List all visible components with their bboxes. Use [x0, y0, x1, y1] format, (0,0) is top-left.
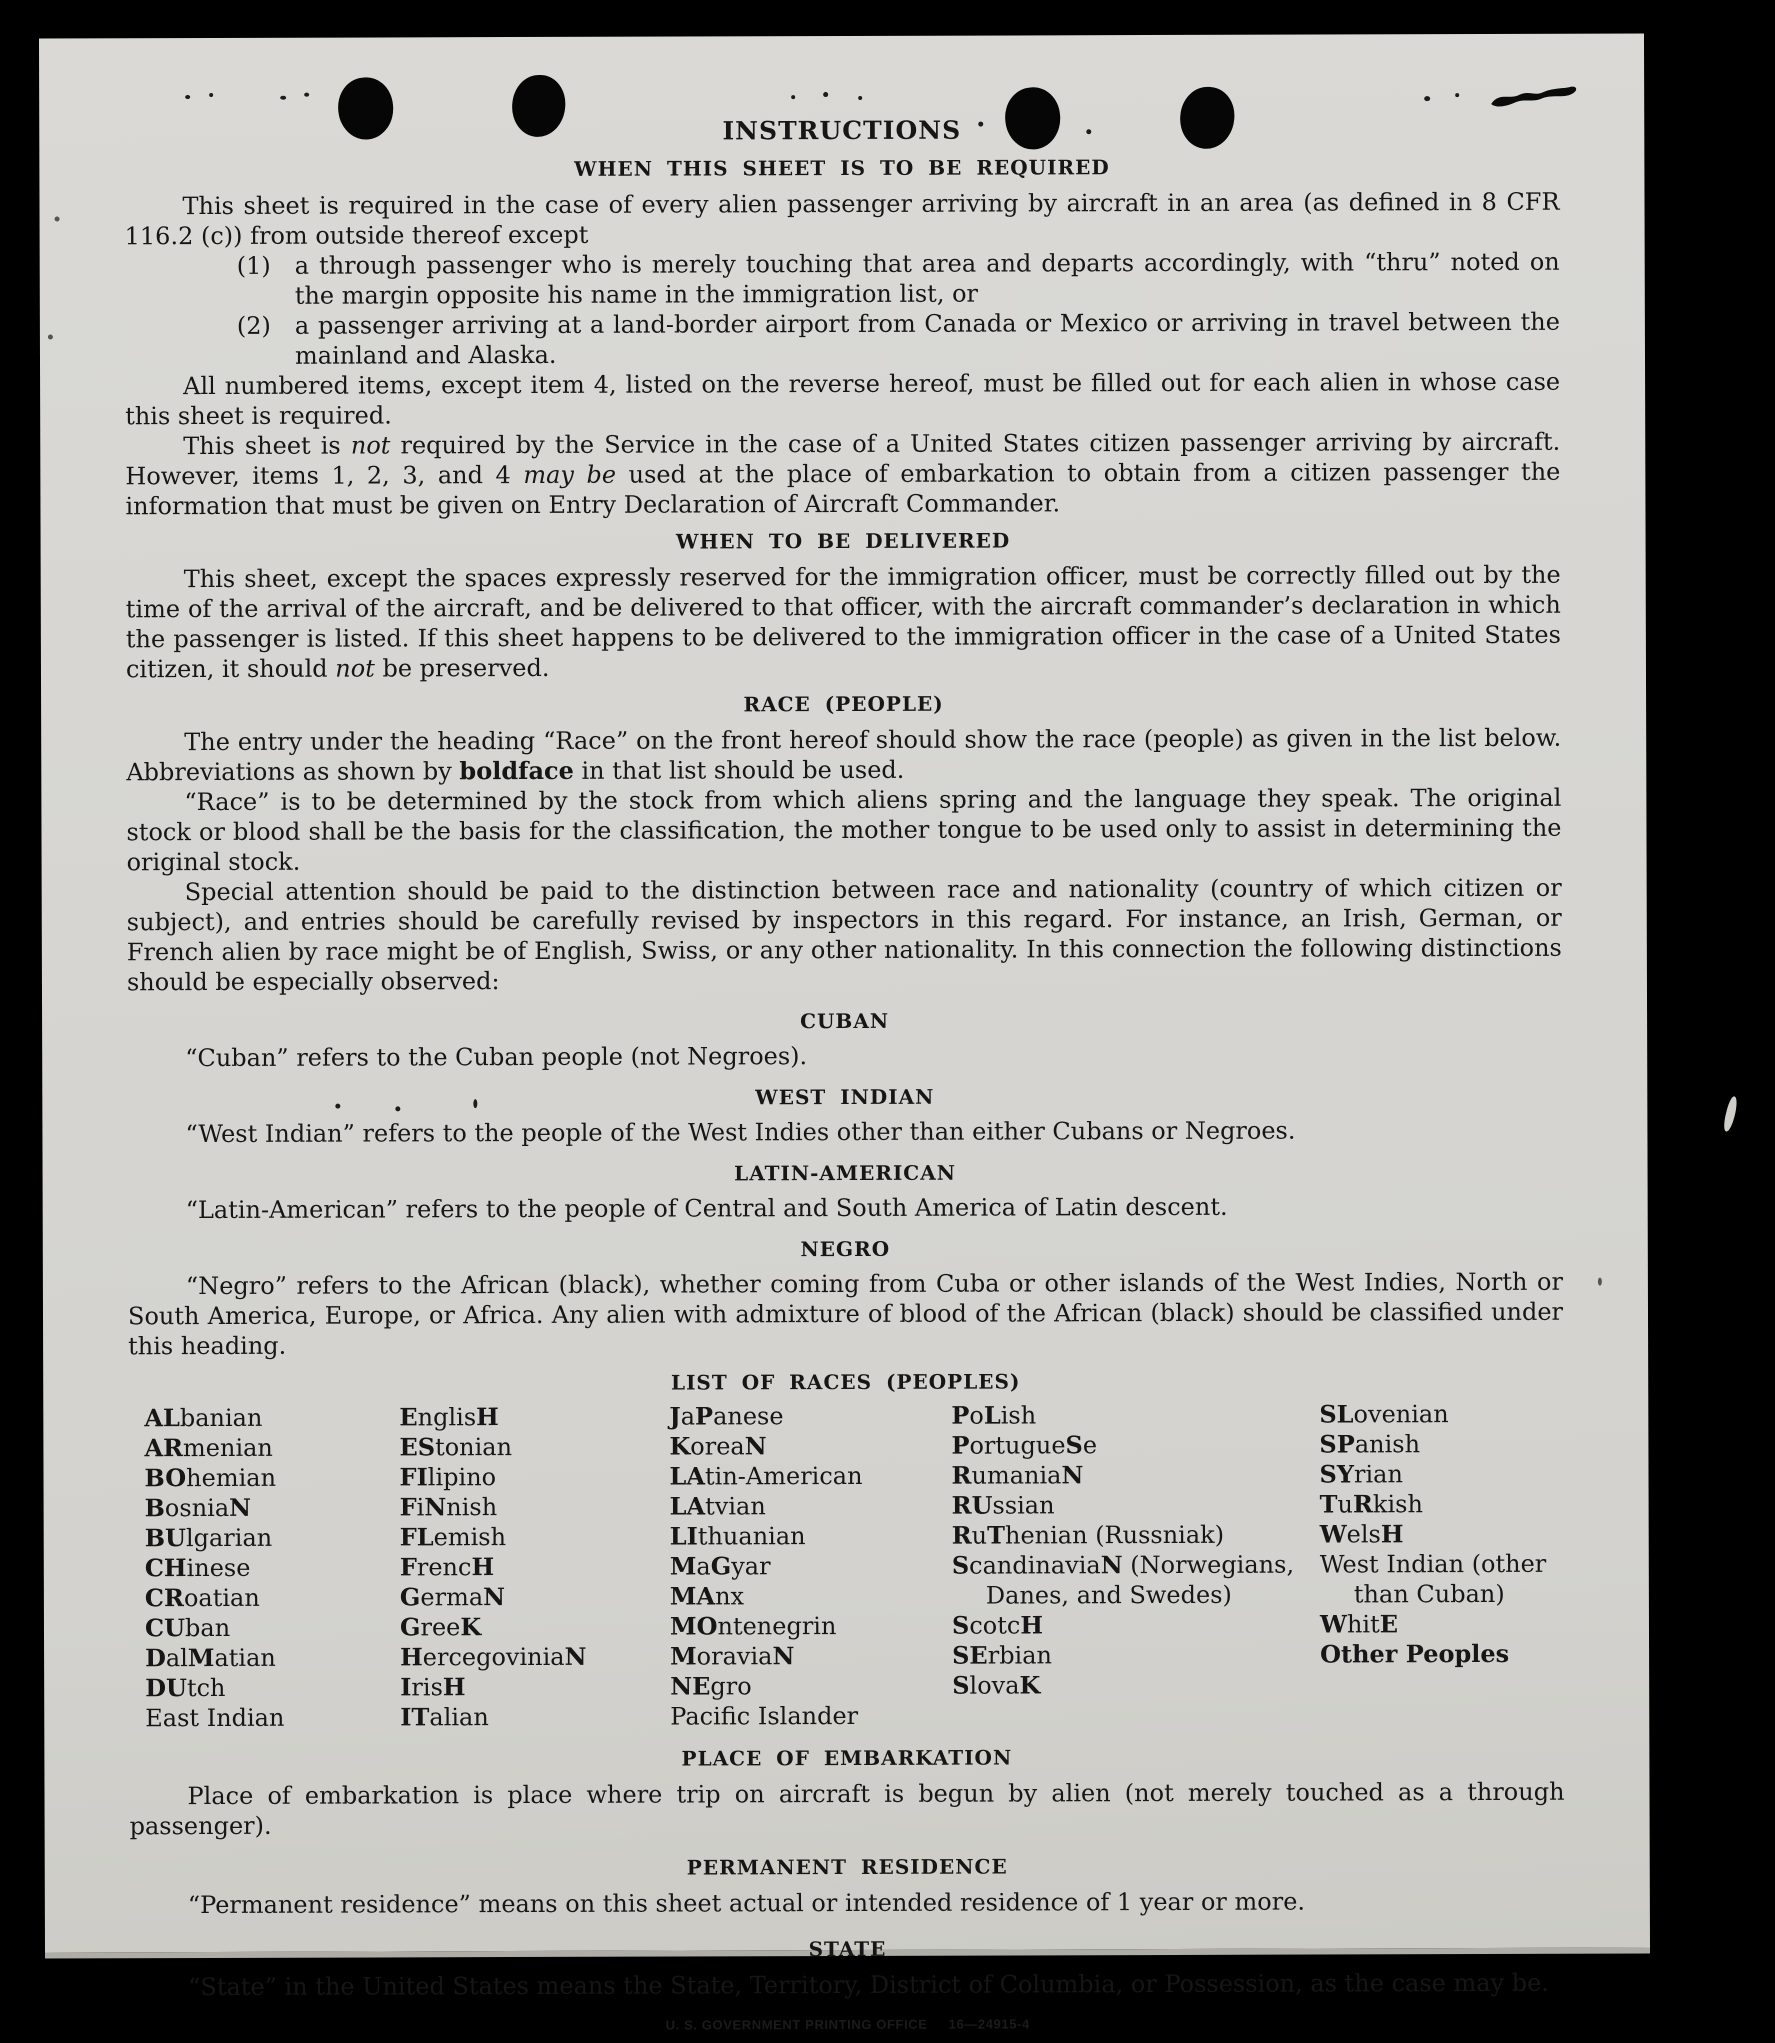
race-item: JaPanese [669, 1401, 784, 1431]
speck [48, 334, 53, 339]
race-item: MAnx [669, 1581, 745, 1611]
speck [280, 96, 286, 100]
race-item: RuThenian (Russniak) [951, 1520, 1225, 1550]
race-item: RumaniaN [951, 1460, 1084, 1490]
paragraph-race-determined: “Race” is to be determined by the stock from which aliens spring and the language they speak. The original stock or blood shall be the basis for the classification, the mother tongue to be used only to assist in determining the original stock. [126, 783, 1562, 877]
race-item: SErbian [952, 1640, 1053, 1670]
race-item: PoLish [951, 1400, 1037, 1430]
paragraph-negro: “Negro” refers to the African (black), whether coming from Cuba or other islands of the West Indies, North or South America, Europe, or Africa. Any alien with admixture of blood of the African (black) should be classified under this heading. [127, 1267, 1564, 1361]
paragraph-permanent-residence: “Permanent residence” means on this sheet actual or intended residence of 1 year or more. [187, 1887, 1306, 1920]
heading-cuban: CUBAN [800, 1008, 890, 1034]
page-title: INSTRUCTIONS [722, 115, 962, 146]
race-column-5 [1319, 1399, 1564, 1730]
speck [209, 93, 213, 97]
race-item: CHinese [144, 1553, 251, 1583]
paragraph-race-entry: The entry under the heading “Race” on the front hereof should show the race (people) as given in the list below. Abbreviations as shown by boldface in that list should be used. [126, 723, 1562, 787]
race-item: TuRkish [1319, 1489, 1423, 1519]
race-column-1 [128, 1402, 400, 1733]
item-number: (1) [236, 251, 271, 280]
speck [823, 92, 828, 97]
race-item: NEgro [670, 1671, 752, 1701]
speck [858, 96, 862, 100]
speck [55, 216, 60, 221]
item-text: a passenger arriving at a land-border airport from Canada or Mexico or arriving in travel between the mainland and Alaska. [294, 307, 1560, 370]
numbered-item-1 [237, 247, 1560, 311]
race-item: MOntenegrin [669, 1611, 837, 1641]
heading-permanent-residence: PERMANENT RESIDENCE [686, 1854, 1008, 1880]
race-item: ScotcH [951, 1610, 1044, 1640]
race-item: CUban [144, 1613, 231, 1643]
heading-race-people: RACE (PEOPLE) [743, 691, 944, 717]
race-item: ITalian [400, 1702, 489, 1732]
race-column-2 [399, 1402, 670, 1733]
race-item: CRoatian [144, 1583, 260, 1613]
race-item: KoreaN [669, 1431, 767, 1461]
heading-west-indian: WEST INDIAN [755, 1084, 935, 1110]
speck [185, 95, 190, 99]
speck [1455, 93, 1459, 97]
race-item: FiNnish [399, 1492, 498, 1522]
race-item: LIthuanian [669, 1521, 806, 1551]
paragraph-west-indian: “West Indian” refers to the people of the West Indies other than either Cubans or Negroes. [185, 1116, 1296, 1149]
race-item: SPanish [1319, 1429, 1421, 1459]
paragraph-required-intro: This sheet is required in the case of every alien passenger arriving by aircraft in an area (as defined in 8 CFR 116.2 (c)) from outside thereof except [124, 187, 1560, 251]
race-item: BOhemian [144, 1463, 277, 1493]
race-item: GermaN [399, 1582, 506, 1612]
race-item: DalMatian [145, 1642, 276, 1673]
item-number: (2) [236, 311, 271, 340]
race-item: Pacific Islander [670, 1701, 859, 1731]
paragraph-not-required: This sheet is not required by the Service in the case of a United States citizen passenger arriving by aircraft. However, items 1, 2, 3, and 4 may be used at the place of embarkation to obtain from a citizen passenger the information that must be given on Entry Declaration of Aircraft Commander. [125, 427, 1561, 521]
ink-mark-icon [1487, 82, 1582, 110]
race-item: GreeK [399, 1612, 482, 1642]
race-item: SYrian [1319, 1459, 1403, 1489]
speck [1424, 96, 1430, 101]
numbered-list [237, 247, 1560, 371]
heading-negro: NEGRO [800, 1236, 891, 1262]
race-item: MaGyar [669, 1551, 771, 1581]
heading-when-required: WHEN THIS SHEET IS TO BE REQUIRED [574, 155, 1110, 181]
race-item: BosniaN [144, 1492, 252, 1523]
speck [1598, 1278, 1602, 1286]
paragraph-latin-american: “Latin-American” refers to the people of Central and South America of Latin descent. [185, 1192, 1228, 1225]
speck [791, 95, 795, 99]
race-item: EnglisH [399, 1402, 499, 1432]
race-item: PortugueSe [951, 1430, 1098, 1460]
race-item: ARmenian [144, 1433, 273, 1463]
races-list [128, 1399, 1564, 1734]
heading-list-of-races: LIST OF RACES (PEOPLES) [670, 1369, 1021, 1395]
numbered-item-2 [237, 307, 1560, 371]
item-text: a through passenger who is merely touching that area and departs accordingly, with “thru” noted on the margin opposite his name in the immigration list, or [294, 247, 1560, 310]
document-page [39, 33, 1650, 2033]
race-item: FIlipino [399, 1462, 497, 1492]
footer-imprint: U. S. GOVERNMENT PRINTING OFFICE 16—24915-4 [665, 2016, 1030, 2033]
paragraph-race-nationality: Special attention should be paid to the distinction between race and nationality (country of which citizen or subject), and entries should be carefully revised by inspectors in this regard. For instance, an Irish, German, or French alien by race might be of English, Swiss, or any other nationality. In this connection the following distinctions should be especially observed: [126, 873, 1562, 997]
race-item: EStonian [399, 1432, 513, 1462]
paragraph-embarkation: Place of embarkation is place where trip on aircraft is begun by alien (not merely touched as a through passenger). [129, 1777, 1565, 1841]
paragraph-state: “State” in the United States means the State, Territory, District of Columbia, or Possession, as the case may be. [188, 1968, 1549, 2002]
race-item: SlovaK [952, 1670, 1041, 1700]
race-column-3 [669, 1401, 952, 1732]
race-item: ALbanian [144, 1403, 263, 1433]
race-item: FrencH [399, 1552, 495, 1582]
document-content [124, 114, 1565, 2042]
paragraph-delivery: This sheet, except the spaces expressly reserved for the immigration officer, must be correctly filled out by the time of the arrival of the aircraft, and be delivered to that officer, with the aircraft commander’s declaration in which the passenger is listed. If this sheet happens to be delivered to the immigration officer in the case of a United States citizen, it should not be preserved. [125, 560, 1561, 684]
race-item: BUlgarian [144, 1523, 273, 1553]
race-column-4 [951, 1400, 1320, 1731]
heading-place-of-embarkation: PLACE OF EMBARKATION [681, 1745, 1013, 1771]
paragraph-all-items: All numbered items, except item 4, listed on the reverse hereof, must be filled out for each alien in whose case this sheet is required. [125, 367, 1561, 431]
heading-when-delivered: WHEN TO BE DELIVERED [675, 528, 1011, 554]
race-item: MoraviaN [670, 1641, 795, 1671]
race-item: RUssian [951, 1490, 1055, 1520]
heading-state: STATE [808, 1936, 887, 1962]
race-item: HercegoviniaN [400, 1641, 587, 1672]
race-item: WelsH [1319, 1519, 1404, 1549]
race-item: Other Peoples [1320, 1638, 1510, 1669]
race-item: LAtvian [669, 1491, 766, 1521]
race-item: SLovenian [1319, 1399, 1449, 1429]
race-item: FLemish [399, 1522, 507, 1552]
race-item: WhitE [1319, 1609, 1399, 1639]
race-item: IrisH [400, 1672, 466, 1702]
heading-latin-american: LATIN-AMERICAN [734, 1160, 957, 1186]
race-item: East Indian [145, 1703, 285, 1733]
race-item: LAtin-American [669, 1461, 863, 1491]
race-item: DUtch [145, 1673, 226, 1703]
scan-artifact [1722, 1095, 1739, 1132]
speck [304, 93, 309, 97]
race-item: ScandinaviaN (Norwegians, Danes, and Swedes) [951, 1550, 1295, 1610]
paragraph-cuban: “Cuban” refers to the Cuban people (not Negroes). [185, 1042, 808, 1073]
race-item: West Indian (other than Cuban) [1319, 1549, 1547, 1609]
